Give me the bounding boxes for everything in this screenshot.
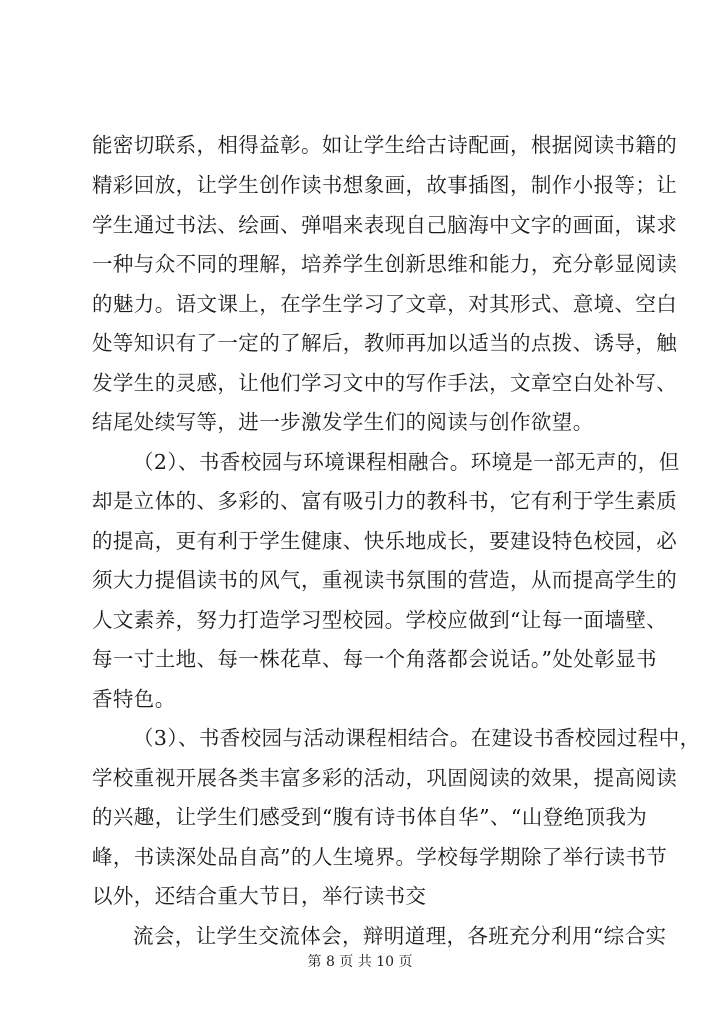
text-line: 人文素养，努力打造学习型校园。学校应做到“让每一面墙壁、	[92, 608, 668, 632]
text-line: 学校重视开展各类丰富多彩的活动，巩固阅读的效果，提高阅读	[92, 766, 678, 790]
text-line: 以外，还结合重大节日，举行读书交	[92, 884, 427, 908]
text-line: 结尾处续写等，进一步激发学生们的阅读与创作欲望。	[92, 410, 594, 434]
text-line: 能密切联系，相得益彰。如让学生给古诗配画，根据阅读书籍的	[92, 133, 678, 157]
text-line: 精彩回放，让学生创作读书想象画，故事插图，制作小报等；让	[92, 173, 678, 197]
text-line: 却是立体的、多彩的、富有吸引力的教科书，它有利于学生素质	[92, 489, 678, 513]
text-line: 须大力提倡读书的风气，重视读书氛围的营造，从而提高学生的	[92, 568, 678, 592]
text-line: 发学生的灵感，让他们学习文中的写作手法，文章空白处补写、	[92, 371, 678, 395]
text-line: 的兴趣，让学生们感受到“腹有诗书体自华”、“山登绝顶我为	[92, 805, 648, 829]
text-line: 的魅力。语文课上，在学生学习了文章，对其形式、意境、空白	[92, 292, 678, 316]
text-line: 每一寸土地、每一株花草、每一个角落都会说话。”处处彰显书	[92, 647, 657, 671]
paragraph-start-line: （3）、书香校园与活动课程相结合。在建设书香校园过程中，	[133, 726, 701, 750]
paragraph-start-line: 流会，让学生交流体会，辩明道理，各班充分利用“综合实	[133, 924, 667, 948]
page-number: 第 8 页 共 10 页	[307, 954, 413, 970]
text-line: 处等知识有了一定的了解后，教师再加以适当的点拨、诱导，触	[92, 331, 678, 355]
text-line: 学生通过书法、绘画、弹唱来表现自己脑海中文字的画面，谋求	[92, 213, 678, 237]
text-line: 香特色。	[92, 687, 176, 711]
paragraph-start-line: （2）、书香校园与环境课程相融合。环境是一部无声的，但	[133, 450, 680, 474]
text-line: 一种与众不同的理解，培养学生创新思维和能力，充分彰显阅读	[92, 252, 678, 276]
text-line: 峰，书读深处品自高”的人生境界。学校每学期除了举行读书节	[92, 845, 668, 869]
text-line: 的提高，更有利于学生健康、快乐地成长，要建设特色校园，必	[92, 529, 678, 553]
